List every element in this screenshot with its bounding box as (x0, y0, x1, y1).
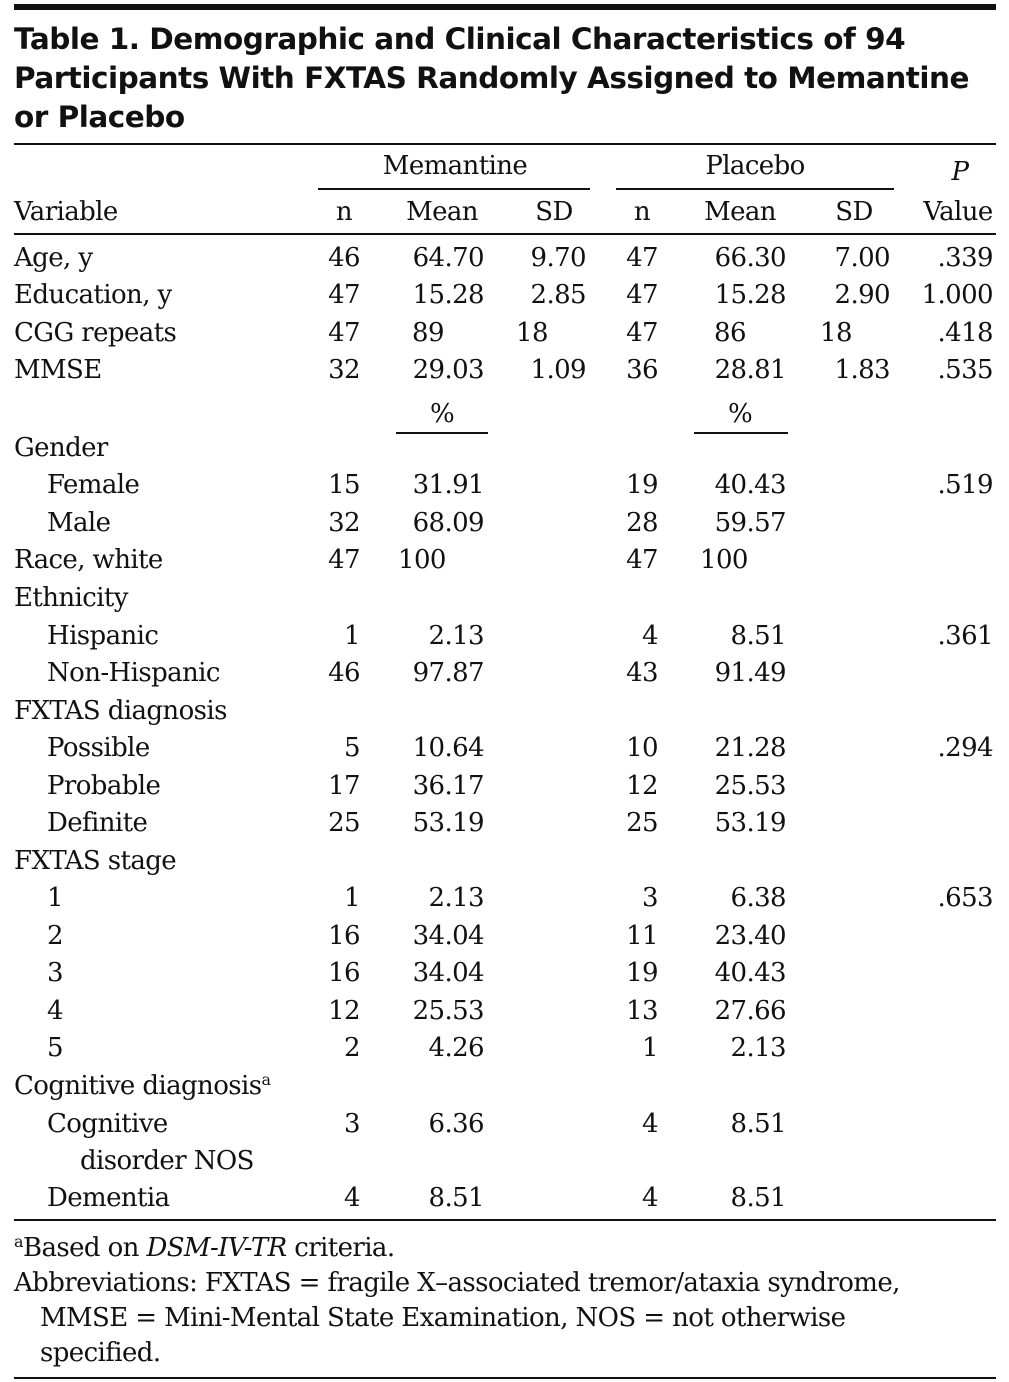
cell-v1: 8.51 (428, 1183, 484, 1213)
percent-rule-memantine (396, 432, 488, 434)
cell-v1: 34.04 (412, 958, 484, 988)
row-label: Education, y (14, 280, 172, 310)
cell-v2: 8.51 (730, 621, 786, 651)
cell-n1: 15 (328, 470, 360, 500)
cell-n2: 3 (642, 883, 658, 913)
percent-rule-placebo (694, 432, 788, 434)
row-label: Hispanic (47, 621, 159, 651)
abbreviations-line-3: specified. (40, 1338, 161, 1368)
header-variable: Variable (14, 197, 118, 227)
cell-v1: 53.19 (412, 808, 484, 838)
cell-n1: 1 (344, 621, 360, 651)
cell-v1: 6.36 (428, 1109, 484, 1139)
cell-v1: 15.28 (412, 280, 484, 310)
header-sd-memantine: SD (535, 197, 573, 227)
cell-n1: 47 (328, 280, 360, 310)
cell-v2: 2.13 (730, 1033, 786, 1063)
cell-v2: 8.51 (730, 1183, 786, 1213)
cell-n1: 2 (344, 1033, 360, 1063)
cell-v2: 53.19 (714, 808, 786, 838)
cell-p: .418 (937, 318, 993, 348)
footnote-a-mark: a (14, 1232, 23, 1251)
row-label: 5 (47, 1033, 63, 1063)
cell-sd2: 2.90 (834, 280, 890, 310)
title-line-1: Table 1. Demographic and Clinical Characteristics of 94 (14, 22, 906, 56)
cell-n1: 47 (328, 318, 360, 348)
cell-p: .361 (937, 621, 993, 651)
cell-n2: 47 (626, 280, 658, 310)
footnote-a-before: Based on (22, 1233, 147, 1263)
cell-n2: 10 (626, 733, 658, 763)
cell-n1: 16 (328, 921, 360, 951)
header-sd-placebo: SD (835, 197, 873, 227)
header-p-italic: P (951, 157, 969, 187)
cell-sd2: 1.83 (834, 355, 890, 385)
cell-n1: 4 (344, 1183, 360, 1213)
row-label: FXTAS stage (14, 846, 177, 876)
cell-v1: 68.09 (412, 508, 484, 538)
cell-n2: 28 (626, 508, 658, 538)
cell-n2: 4 (642, 1109, 658, 1139)
row-label: 2 (47, 921, 63, 951)
footnote-a (14, 1230, 395, 1266)
title-line-3: or Placebo (14, 100, 185, 134)
cell-v1: 97.87 (412, 658, 484, 688)
header-n-placebo: n (633, 197, 651, 227)
cell-v2: 25.53 (714, 771, 786, 801)
cell-n2: 43 (626, 658, 658, 688)
cell-v2: 27.66 (714, 996, 786, 1026)
row-label: FXTAS diagnosis (14, 696, 227, 726)
row-label: 3 (47, 958, 63, 988)
row-label: CGG repeats (14, 318, 177, 348)
cell-v2: 86 (714, 318, 746, 348)
cell-p: .653 (937, 883, 993, 913)
cell-p: .519 (937, 470, 993, 500)
cell-v1: 64.70 (412, 243, 484, 273)
cell-n2: 13 (626, 996, 658, 1026)
row-label-text: Cognitive diagnosis (14, 1071, 262, 1101)
cell-n1: 32 (328, 508, 360, 538)
cell-n1: 5 (344, 733, 360, 763)
row-label: Definite (47, 808, 148, 838)
cell-n2: 25 (626, 808, 658, 838)
footnote-a-after: criteria. (286, 1233, 395, 1263)
cell-v1: 89 (412, 318, 444, 348)
cell-v2: 8.51 (730, 1109, 786, 1139)
cell-v1: 2.13 (428, 883, 484, 913)
cell-v1: 25.53 (412, 996, 484, 1026)
row-label: Age, y (14, 243, 93, 273)
cell-v2: 23.40 (714, 921, 786, 951)
cell-n2: 4 (642, 621, 658, 651)
row-label: Race, white (14, 545, 163, 575)
placebo-group-rule (616, 188, 894, 190)
cell-v2: 59.57 (714, 508, 786, 538)
row-label: Probable (47, 771, 161, 801)
row-label: Non-Hispanic (47, 658, 220, 688)
cell-sd2: 18 (820, 318, 852, 348)
cell-v2: 28.81 (714, 355, 786, 385)
cell-n2: 47 (626, 318, 658, 348)
cell-v2: 40.43 (714, 958, 786, 988)
cell-n2: 1 (642, 1033, 658, 1063)
cell-n1: 46 (328, 243, 360, 273)
bottom-rule (14, 1377, 996, 1379)
header-p (920, 154, 1000, 190)
cell-n2: 19 (626, 958, 658, 988)
cell-p: .339 (937, 243, 993, 273)
cell-v1: 34.04 (412, 921, 484, 951)
abbreviations-line-1: Abbreviations: FXTAS = fragile X–associated tremor/ataxia syndrome, (14, 1268, 900, 1298)
footnote-a-italic: DSM-IV-TR (146, 1233, 287, 1263)
row-label: 1 (47, 883, 63, 913)
cell-v1: 29.03 (412, 355, 484, 385)
cell-v2: 6.38 (730, 883, 786, 913)
cell-n2: 47 (626, 545, 658, 575)
memantine-group-rule (318, 188, 590, 190)
cell-n2: 19 (626, 470, 658, 500)
table-title (14, 20, 1004, 137)
header-memantine: Memantine (382, 151, 528, 181)
title-line-2: Participants With FXTAS Randomly Assigned to Memantine (14, 61, 969, 95)
cell-v1: 31.91 (412, 470, 484, 500)
abbreviations-line-2: MMSE = Mini-Mental State Examination, NOS = not otherwise (40, 1303, 846, 1333)
cell-n1: 1 (344, 883, 360, 913)
percent-header-memantine: % (429, 399, 455, 429)
row-label: 4 (47, 996, 63, 1026)
cell-v1: 36.17 (412, 771, 484, 801)
cell-p: .535 (937, 355, 993, 385)
cell-v1: 4.26 (428, 1033, 484, 1063)
cell-n1: 25 (328, 808, 360, 838)
row-label-footnote-mark: a (261, 1070, 271, 1089)
row-label: Gender (14, 433, 108, 463)
row-label: Female (47, 470, 140, 500)
cell-sd1: 9.70 (530, 243, 586, 273)
cell-sd1: 1.09 (530, 355, 586, 385)
cell-v2: 66.30 (714, 243, 786, 273)
top-rule (14, 4, 996, 10)
cell-n1: 32 (328, 355, 360, 385)
cell-v1: 10.64 (412, 733, 484, 763)
header-mean-placebo: Mean (704, 197, 776, 227)
header-value: Value (923, 197, 993, 227)
row-label: MMSE (14, 355, 102, 385)
cell-n1: 12 (328, 996, 360, 1026)
cell-n2: 4 (642, 1183, 658, 1213)
header-n-memantine: n (335, 197, 353, 227)
cell-n1: 47 (328, 545, 360, 575)
header-rule (14, 233, 996, 235)
row-label: Possible (47, 733, 150, 763)
bottom-table-rule (14, 1219, 996, 1221)
cell-v2: 40.43 (714, 470, 786, 500)
cell-sd2: 7.00 (834, 243, 890, 273)
cell-n1: 46 (328, 658, 360, 688)
cell-p: 1.000 (921, 280, 993, 310)
percent-header-placebo: % (727, 399, 753, 429)
cell-sd1: 18 (516, 318, 548, 348)
row-label: Cognitive (47, 1109, 168, 1139)
cell-n1: 16 (328, 958, 360, 988)
cell-v1: 2.13 (428, 621, 484, 651)
row-label-with-mark (14, 1068, 270, 1104)
row-label: Male (47, 508, 111, 538)
header-placebo: Placebo (705, 151, 805, 181)
cell-n2: 11 (626, 921, 658, 951)
cell-n1: 3 (344, 1109, 360, 1139)
header-mean-memantine: Mean (406, 197, 478, 227)
cell-p: .294 (937, 733, 993, 763)
cell-v2: 15.28 (714, 280, 786, 310)
row-label-continuation: disorder NOS (80, 1146, 254, 1176)
cell-n2: 12 (626, 771, 658, 801)
cell-n1: 17 (328, 771, 360, 801)
cell-n2: 36 (626, 355, 658, 385)
cell-v2: 100 (700, 545, 748, 575)
cell-sd1: 2.85 (530, 280, 586, 310)
cell-v2: 91.49 (714, 658, 786, 688)
row-label: Dementia (47, 1183, 170, 1213)
row-label: Ethnicity (14, 583, 128, 613)
title-rule (14, 143, 996, 145)
cell-v1: 100 (398, 545, 446, 575)
cell-v2: 21.28 (714, 733, 786, 763)
cell-n2: 47 (626, 243, 658, 273)
